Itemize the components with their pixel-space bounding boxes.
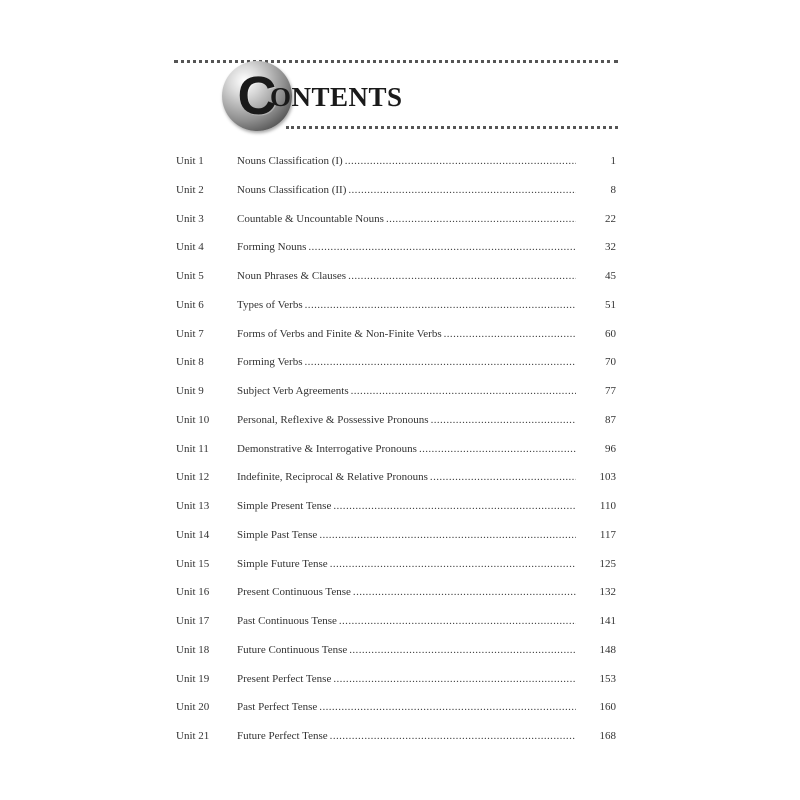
toc-unit-label: Unit 11 [176,442,209,455]
toc-entry[interactable] [176,348,616,377]
table-of-contents [176,147,616,751]
toc-page-number: 117 [599,528,616,541]
toc-page-number: 22 [605,212,616,225]
toc-page-number: 32 [605,241,616,254]
toc-unit-label: Unit 15 [176,557,210,570]
toc-entry[interactable] [176,607,616,636]
toc-entry[interactable] [176,205,616,234]
toc-entry[interactable] [176,463,616,492]
toc-title: Past Continuous Tense [237,615,337,627]
toc-title: Nouns Classification (II) [237,183,347,196]
toc-dot-leader [353,578,576,607]
toc-page-number: 70 [605,356,616,369]
toc-unit-label: Unit 20 [176,701,210,714]
toc-entry[interactable] [176,320,616,349]
toc-title: Countable & Uncountable Nouns [237,212,384,225]
toc-unit-label: Unit 4 [176,241,204,254]
dotted-rule-bottom [286,126,618,129]
toc-unit-label: Unit 10 [176,413,210,426]
toc-entry[interactable] [176,291,616,320]
toc-page-number: 45 [605,270,616,282]
toc-title: Simple Present Tense [237,500,332,512]
toc-page-number: 125 [599,557,616,570]
toc-entry[interactable] [176,233,616,262]
toc-dot-leader [339,607,576,636]
toc-title: Present Perfect Tense [237,672,332,685]
toc-entry[interactable] [176,722,616,751]
toc-dot-leader [386,205,576,234]
toc-title: Types of Verbs [237,298,303,311]
toc-unit-label: Unit 5 [176,270,204,282]
heading-first-letter: C [237,66,277,126]
toc-entry[interactable] [176,492,616,521]
toc-entry[interactable] [176,665,616,694]
toc-unit-label: Unit 9 [176,385,204,397]
toc-page-number: 1 [610,155,616,167]
toc-page-number: 168 [599,730,616,742]
toc-entry[interactable] [176,636,616,665]
toc-entry[interactable] [176,147,616,176]
toc-title: Future Perfect Tense [237,730,328,742]
toc-dot-leader [333,492,576,521]
toc-entry[interactable] [176,521,616,550]
toc-title: Past Perfect Tense [237,701,318,714]
toc-unit-label: Unit 14 [176,528,210,541]
toc-entry[interactable] [176,176,616,205]
toc-title: Forms of Verbs and Finite & Non-Finite Verbs [237,327,442,340]
toc-dot-leader [319,693,576,722]
toc-page-number: 160 [599,701,616,714]
toc-page-number: 103 [599,471,616,484]
toc-page-number: 153 [599,672,616,685]
toc-title: Nouns Classification (I) [237,155,343,167]
toc-page-number: 8 [610,183,616,196]
toc-dot-leader [330,722,576,751]
toc-unit-label: Unit 17 [176,615,210,627]
toc-title: Simple Future Tense [237,557,328,570]
toc-unit-label: Unit 3 [176,212,204,225]
toc-unit-label: Unit 13 [176,500,210,512]
toc-dot-leader [430,463,576,492]
toc-dot-leader [319,521,576,550]
toc-dot-leader [431,406,576,435]
toc-unit-label: Unit 2 [176,183,204,196]
toc-title: Subject Verb Agreements [237,385,349,397]
toc-dot-leader [348,176,576,205]
toc-entry[interactable] [176,406,616,435]
toc-title: Demonstrative & Interrogative Pronouns [237,442,417,455]
toc-unit-label: Unit 7 [176,327,204,340]
toc-title: Forming Nouns [237,241,307,254]
toc-unit-label: Unit 21 [176,730,210,742]
toc-dot-leader [349,636,576,665]
toc-dot-leader [333,665,576,694]
toc-unit-label: Unit 18 [176,643,210,656]
toc-title: Indefinite, Reciprocal & Relative Pronouns [237,471,428,484]
toc-page-number: 51 [605,298,616,311]
toc-unit-label: Unit 19 [176,672,210,685]
toc-title: Forming Verbs [237,356,303,369]
toc-dot-leader [345,147,576,176]
toc-title: Personal, Reflexive & Possessive Pronouns [237,413,429,426]
toc-page-number: 60 [605,327,616,340]
toc-page-number: 132 [599,586,616,599]
toc-unit-label: Unit 16 [176,586,210,599]
toc-page-number: 141 [599,615,616,627]
toc-dot-leader [351,377,576,406]
page-title: ONTENTS [270,82,403,112]
toc-title: Noun Phrases & Clauses [237,270,347,282]
toc-entry[interactable] [176,377,616,406]
toc-unit-label: Unit 12 [176,471,210,484]
toc-dot-leader [444,320,576,349]
toc-entry[interactable] [176,435,616,464]
toc-page-number: 87 [605,413,616,426]
toc-entry[interactable] [176,693,616,722]
toc-page-number: 77 [605,385,616,397]
toc-dot-leader [305,291,576,320]
toc-title: Simple Past Tense [237,528,318,541]
toc-dot-leader [330,550,576,579]
toc-page-number: 96 [605,442,616,455]
toc-title: Future Continuous Tense [237,643,348,656]
toc-dot-leader [348,262,576,291]
toc-title: Present Continuous Tense [237,586,351,599]
toc-entry[interactable] [176,550,616,579]
toc-dot-leader [419,435,576,464]
toc-unit-label: Unit 6 [176,298,204,311]
toc-dot-leader [305,348,577,377]
toc-entry[interactable] [176,262,616,291]
toc-page-number: 148 [599,643,616,656]
toc-page-number: 110 [599,500,616,512]
toc-unit-label: Unit 1 [176,155,204,167]
toc-unit-label: Unit 8 [176,356,204,369]
toc-dot-leader [308,233,576,262]
toc-entry[interactable] [176,578,616,607]
